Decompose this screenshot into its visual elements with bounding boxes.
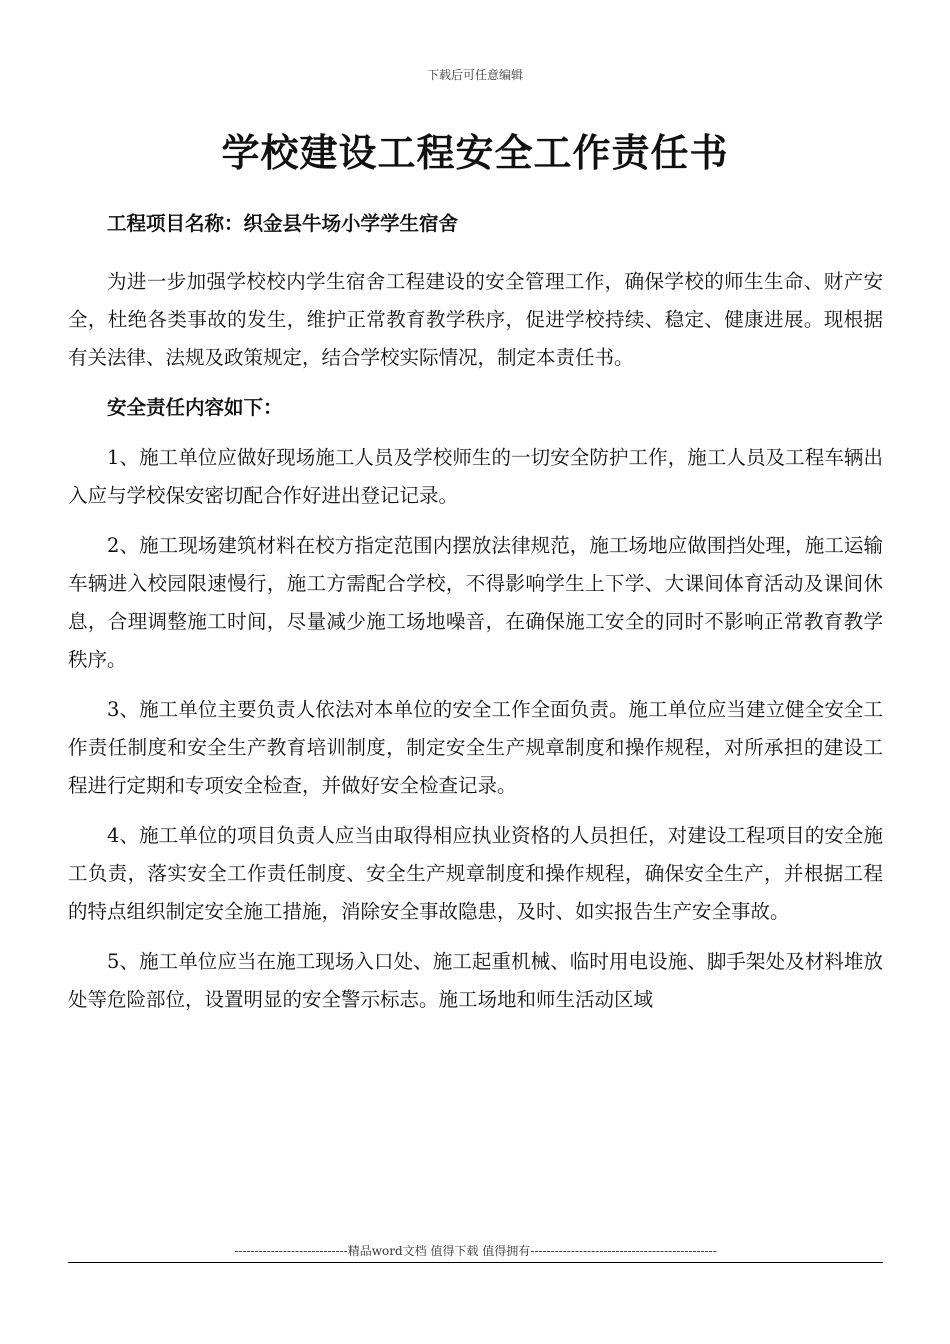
document-body bbox=[68, 205, 883, 1019]
document-title: 学校建设工程安全工作责任书 bbox=[221, 130, 729, 175]
section-heading: 安全责任内容如下： bbox=[107, 396, 283, 419]
responsibility-item-3: 3、施工单位主要负责人依法对本单位的安全工作全面负责。施工单位应当建立健全安全工作责任制度和安全生产教育培训制度，制定安全生产规章制度和操作规程，对所承担的建设工程进行定期和专项安全检查，并做好安全检查记录。 bbox=[68, 698, 883, 797]
responsibility-item-4: 4、施工单位的项目负责人应当由取得相应执业资格的人员担任，对建设工程项目的安全施工负责，落实安全工作责任制度、安全生产规章制度和操作规程，确保安全生产，并根据工程的特点组织制定安全施工措施，消除安全事故隐患，及时、如实报告生产安全事故。 bbox=[68, 824, 883, 923]
responsibility-item-5: 5、施工单位应当在施工现场入口处、施工起重机械、临时用电设施、脚手架处及材料堆放处等危险部位，设置明显的安全警示标志。施工场地和师生活动区域 bbox=[68, 950, 883, 1011]
project-name-line: 工程项目名称：织金县牛场小学学生宿舍 bbox=[107, 212, 459, 235]
page-footer: ----------------------------精品word文档 值得下载 值得拥有---------------------------------------------- bbox=[234, 1244, 717, 1258]
responsibility-item-1: 1、施工单位应做好现场施工人员及学校师生的一切安全防护工作，施工人员及工程车辆出入应与学校保安密切配合作好进出登记记录。 bbox=[68, 446, 883, 507]
responsibility-item-2: 2、施工现场建筑材料在校方指定范围内摆放法律规范，施工场地应做围挡处理，施工运输车辆进入校园限速慢行，施工方需配合学校，不得影响学生上下学、大课间体育活动及课间休息，合理调整施工时间，尽量减少施工场地噪音，在确保施工安全的同时不影响正常教育教学秩序。 bbox=[68, 534, 883, 671]
page-header: 下载后可任意编辑 bbox=[426, 68, 523, 82]
intro-paragraph: 为进一步加强学校校内学生宿舍工程建设的安全管理工作，确保学校的师生生命、财产安全，杜绝各类事故的发生，维护正常教育教学秩序，促进学校持续、稳定、健康进展。现根据有关法律、法规及政策规定，结合学校实际情况，制定本责任书。 bbox=[68, 270, 883, 369]
footer-divider bbox=[68, 1262, 883, 1263]
